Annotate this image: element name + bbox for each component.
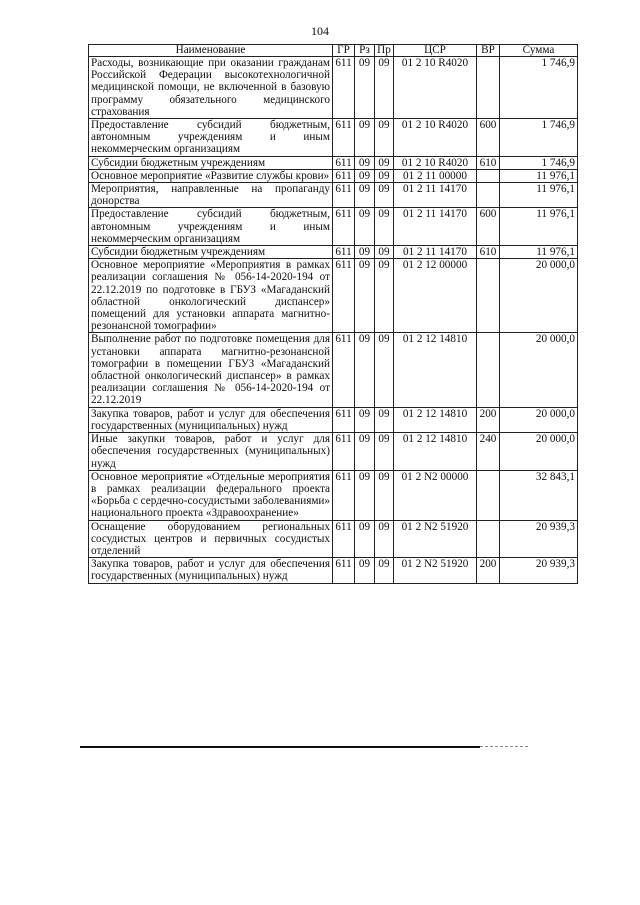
row-pr: 09 [375, 558, 394, 583]
row-name: Выполнение работ по подготовке помещения для установки аппарата магнитно-резонансной томографии в помещении ГБУЗ «Магаданский областной онкологический диспансер» в рамках реализации соглашения № 056-14-2020-194 от 22.12.2019 [89, 333, 333, 407]
row-gr: 611 [333, 520, 355, 558]
row-vr [477, 57, 500, 119]
header-name: Наименование [89, 45, 333, 57]
table-row [89, 156, 578, 169]
row-sum: 11 976,1 [500, 183, 578, 208]
row-sum: 32 843,1 [500, 470, 578, 520]
row-vr: 600 [477, 208, 500, 246]
bottom-rule-tail [480, 746, 528, 747]
row-pr: 09 [375, 470, 394, 520]
row-gr: 611 [333, 246, 355, 259]
row-csr: 01 2 12 14810 [394, 407, 477, 432]
row-name: Субсидии бюджетным учреждениям [89, 156, 333, 169]
row-csr: 01 2 10 R4020 [394, 156, 477, 169]
table-row [89, 259, 578, 333]
row-csr: 01 2 11 00000 [394, 169, 477, 182]
row-sum: 11 976,1 [500, 169, 578, 182]
row-gr: 611 [333, 433, 355, 471]
row-rz: 09 [355, 208, 375, 246]
row-csr: 01 2 10 R4020 [394, 57, 477, 119]
row-rz: 09 [355, 520, 375, 558]
row-pr: 09 [375, 333, 394, 407]
row-rz: 09 [355, 169, 375, 182]
row-rz: 09 [355, 259, 375, 333]
table-row [89, 169, 578, 182]
row-csr: 01 2 11 14170 [394, 183, 477, 208]
header-gr: ГР [333, 45, 355, 57]
row-name: Субсидии бюджетным учреждениям [89, 246, 333, 259]
row-pr: 09 [375, 169, 394, 182]
table-row [89, 119, 578, 157]
row-pr: 09 [375, 183, 394, 208]
row-gr: 611 [333, 407, 355, 432]
row-sum: 1 746,9 [500, 156, 578, 169]
row-rz: 09 [355, 558, 375, 583]
row-rz: 09 [355, 407, 375, 432]
header-sum: Сумма [500, 45, 578, 57]
row-name: Оснащение оборудованием региональных сосудистых центров и первичных сосудистых отделений [89, 520, 333, 558]
row-rz: 09 [355, 156, 375, 169]
header-csr: ЦСР [394, 45, 477, 57]
row-csr: 01 2 11 14170 [394, 208, 477, 246]
row-name: Закупка товаров, работ и услуг для обеспечения государственных (муниципальных) нужд [89, 407, 333, 432]
row-gr: 611 [333, 558, 355, 583]
row-vr [477, 520, 500, 558]
row-name: Расходы, возникающие при оказании гражданам Российской Федерации высокотехнологичной медицинской помощи, не включенной в базовую программу обязательного медицинского страхования [89, 57, 333, 119]
row-csr: 01 2 12 14810 [394, 333, 477, 407]
row-gr: 611 [333, 259, 355, 333]
row-csr: 01 2 N2 00000 [394, 470, 477, 520]
row-name: Основное мероприятие «Мероприятия в рамках реализации соглашения № 056-14-2020-194 от 22.12.2019 по подготовке в ГБУЗ «Магаданский областной онкологический диспансер» помещений для установки аппарата магнитно-резонансной томографии» [89, 259, 333, 333]
row-name: Закупка товаров, работ и услуг для обеспечения государственных (муниципальных) нужд [89, 558, 333, 583]
row-name: Основное мероприятие «Развитие службы крови» [89, 169, 333, 182]
row-name: Основное мероприятие «Отдельные мероприятия в рамках реализации федерального проекта «Борьба с сердечно-сосудистыми заболеваниями» национального проекта «Здравоохранение» [89, 470, 333, 520]
budget-table [88, 44, 578, 584]
row-sum: 20 939,3 [500, 558, 578, 583]
table-row [89, 183, 578, 208]
row-pr: 09 [375, 156, 394, 169]
row-vr: 240 [477, 433, 500, 471]
row-pr: 09 [375, 407, 394, 432]
row-gr: 611 [333, 57, 355, 119]
row-sum: 20 000,0 [500, 333, 578, 407]
header-rz: Рз [355, 45, 375, 57]
row-rz: 09 [355, 57, 375, 119]
row-gr: 611 [333, 156, 355, 169]
row-gr: 611 [333, 183, 355, 208]
row-vr: 610 [477, 246, 500, 259]
row-pr: 09 [375, 208, 394, 246]
row-sum: 11 976,1 [500, 246, 578, 259]
row-vr: 600 [477, 119, 500, 157]
row-vr: 200 [477, 407, 500, 432]
bottom-rule [80, 746, 480, 748]
row-sum: 20 000,0 [500, 259, 578, 333]
row-csr: 01 2 12 14810 [394, 433, 477, 471]
table-row [89, 433, 578, 471]
row-gr: 611 [333, 119, 355, 157]
table-row [89, 470, 578, 520]
header-pr: Пр [375, 45, 394, 57]
row-rz: 09 [355, 333, 375, 407]
row-csr: 01 2 12 00000 [394, 259, 477, 333]
row-gr: 611 [333, 208, 355, 246]
row-name: Мероприятия, направленные на пропаганду донорства [89, 183, 333, 208]
row-sum: 11 976,1 [500, 208, 578, 246]
header-vr: ВР [477, 45, 500, 57]
row-pr: 09 [375, 119, 394, 157]
row-sum: 20 000,0 [500, 433, 578, 471]
page-number: 104 [311, 24, 329, 38]
row-sum: 20 939,3 [500, 520, 578, 558]
row-sum: 1 746,9 [500, 57, 578, 119]
table-header-row [89, 45, 578, 57]
row-gr: 611 [333, 470, 355, 520]
row-gr: 611 [333, 169, 355, 182]
row-rz: 09 [355, 119, 375, 157]
table-row [89, 407, 578, 432]
row-vr: 610 [477, 156, 500, 169]
row-gr: 611 [333, 333, 355, 407]
row-vr [477, 259, 500, 333]
row-rz: 09 [355, 433, 375, 471]
row-name: Предоставление субсидий бюджетным, автономным учреждениям и иным некоммерческим организациям [89, 208, 333, 246]
row-sum: 20 000,0 [500, 407, 578, 432]
row-vr: 200 [477, 558, 500, 583]
table-row [89, 520, 578, 558]
row-name: Иные закупки товаров, работ и услуг для обеспечения государственных (муниципальных) нужд [89, 433, 333, 471]
row-vr [477, 333, 500, 407]
row-vr [477, 169, 500, 182]
row-rz: 09 [355, 246, 375, 259]
table-row [89, 57, 578, 119]
row-csr: 01 2 N2 51920 [394, 520, 477, 558]
row-pr: 09 [375, 520, 394, 558]
row-pr: 09 [375, 57, 394, 119]
row-pr: 09 [375, 433, 394, 471]
row-csr: 01 2 11 14170 [394, 246, 477, 259]
row-name: Предоставление субсидий бюджетным, автономным учреждениям и иным некоммерческим организациям [89, 119, 333, 157]
row-sum: 1 746,9 [500, 119, 578, 157]
row-rz: 09 [355, 470, 375, 520]
row-pr: 09 [375, 259, 394, 333]
table-row [89, 333, 578, 407]
row-vr [477, 183, 500, 208]
row-csr: 01 2 10 R4020 [394, 119, 477, 157]
table-row [89, 246, 578, 259]
row-vr [477, 470, 500, 520]
row-csr: 01 2 N2 51920 [394, 558, 477, 583]
row-rz: 09 [355, 183, 375, 208]
table-row [89, 208, 578, 246]
row-pr: 09 [375, 246, 394, 259]
table-row [89, 558, 578, 583]
